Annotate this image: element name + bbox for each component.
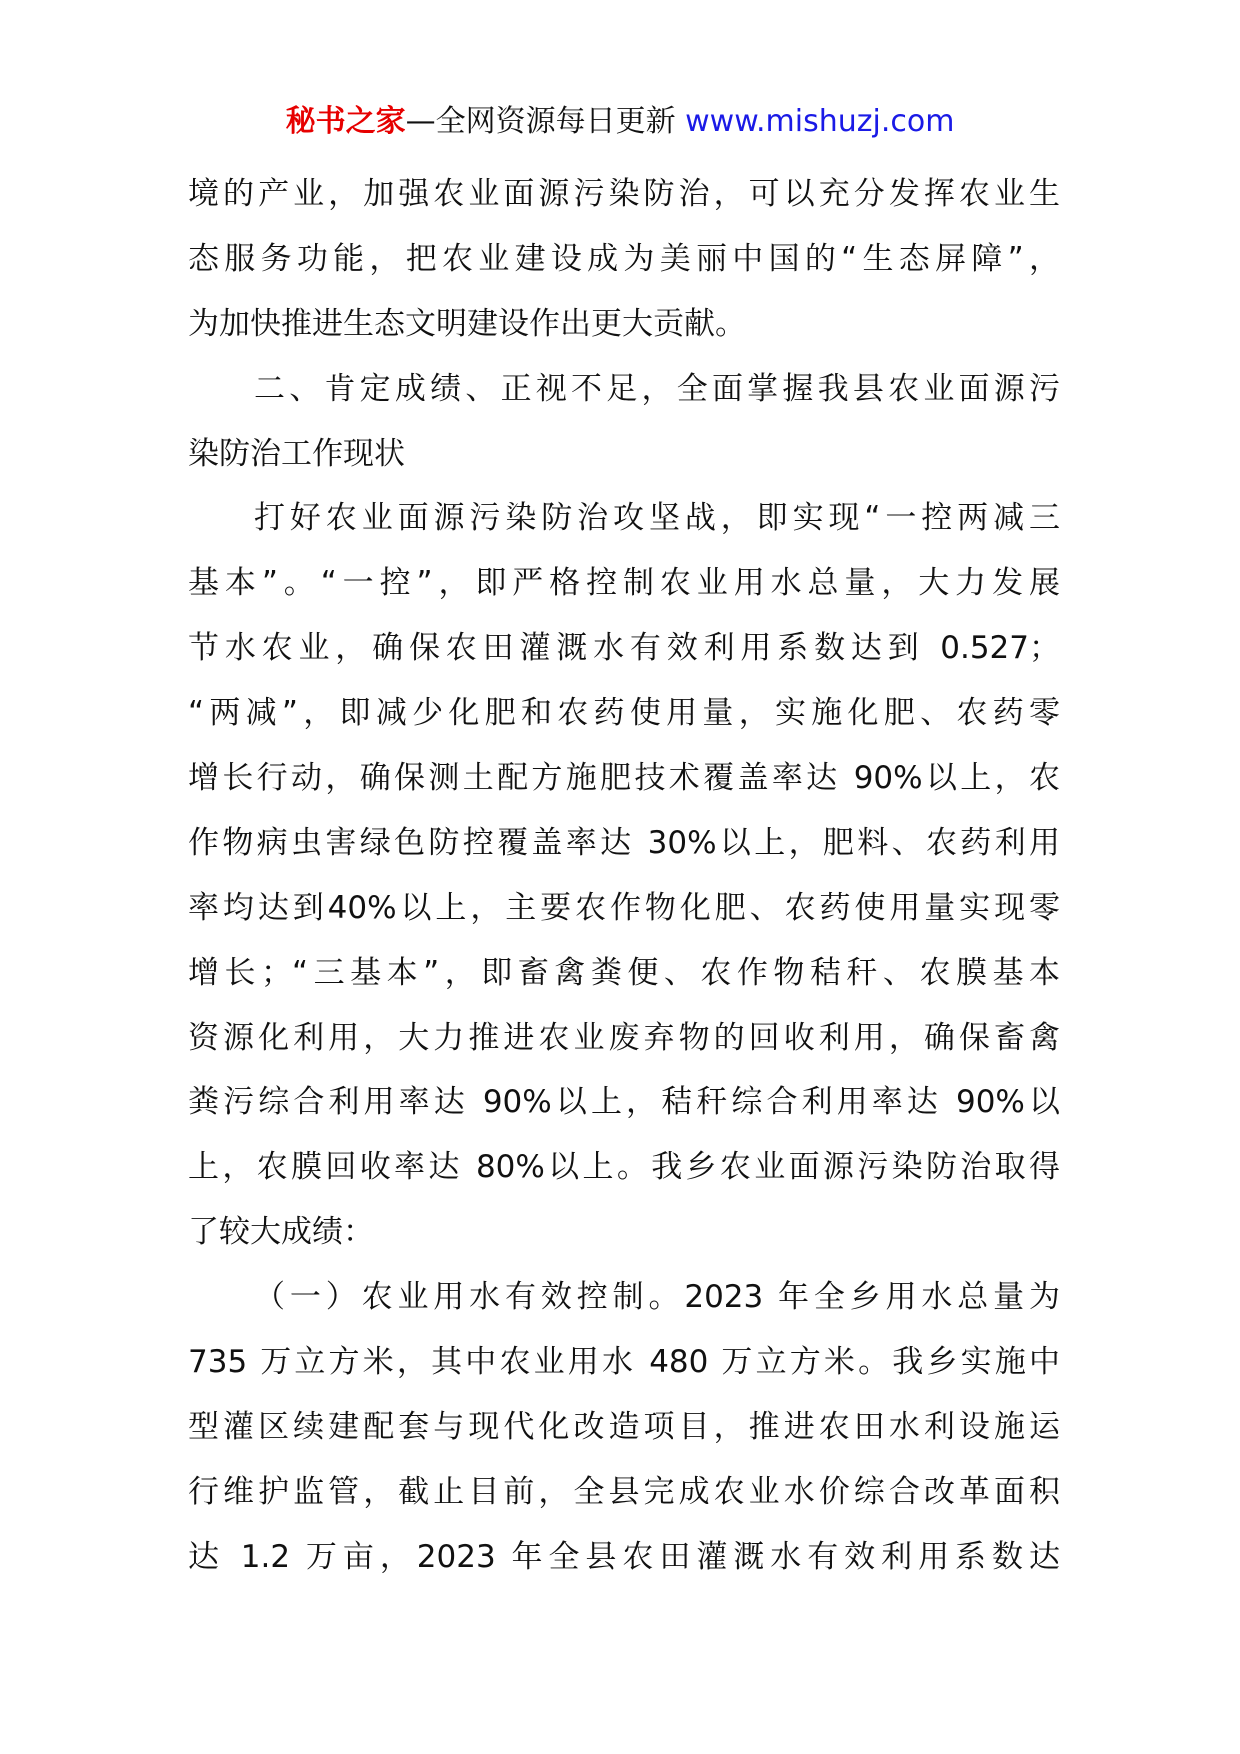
text-line: 为加快推进生态文明建设作出更大贡献。	[188, 305, 746, 342]
text-line: 达 1.2 万亩，2023 年全县农田灌溉水有效利用系数达	[188, 1538, 1060, 1575]
text-line: 行维护监管，截止目前，全县完成农业水价综合改革面积	[188, 1473, 1060, 1510]
site-url-link[interactable]: www.mishuzj.com	[685, 104, 955, 139]
text-line: 增长行动，确保测土配方施肥技术覆盖率达 90%以上，农	[188, 760, 1060, 797]
text-line: 态服务功能，把农业建设成为美丽中国的“生态屏障”，	[188, 240, 1060, 277]
site-brand: 秘书之家	[285, 104, 406, 139]
text-line: 型灌区续建配套与现代化改造项目，推进农田水利设施运	[188, 1408, 1060, 1445]
text-line: 率均达到40%以上，主要农作物化肥、农药使用量实现零	[188, 889, 1060, 926]
section-heading-line: 二、肯定成绩、正视不足，全面掌握我县农业面源污	[254, 370, 1060, 407]
text-line: 作物病虫害绿色防控覆盖率达 30%以上，肥料、农药利用	[188, 824, 1060, 861]
text-line: 上，农膜回收率达 80%以上。我乡农业面源污染防治取得	[188, 1149, 1060, 1186]
text-line: 境的产业，加强农业面源污染防治，可以充分发挥农业生	[188, 176, 1060, 212]
text-line: 了较大成绩：	[188, 1214, 374, 1251]
site-header	[0, 102, 1240, 142]
section-heading-line: 染防治工作现状	[188, 435, 405, 472]
subsection-heading-line: （一）农业用水有效控制。2023 年全乡用水总量为	[254, 1279, 1060, 1316]
text-line: 735 万立方米，其中农业用水 480 万立方米。我乡实施中	[188, 1344, 1060, 1381]
document-body	[188, 162, 1060, 1590]
text-line: 打好农业面源污染防治攻坚战，即实现“一控两减三	[254, 500, 1060, 537]
text-line: 节水农业，确保农田灌溉水有效利用系数达到 0.527；	[188, 630, 1060, 667]
text-line: “两减”，即减少化肥和农药使用量，实施化肥、农药零	[188, 695, 1060, 732]
text-line: 粪污综合利用率达 90%以上，秸秆综合利用率达 90%以	[188, 1084, 1060, 1121]
site-tagline: —全网资源每日更新	[405, 104, 676, 139]
text-line: 资源化利用，大力推进农业废弃物的回收利用，确保畜禽	[188, 1019, 1060, 1056]
text-line: 增长；“三基本”，即畜禽粪便、农作物秸秆、农膜基本	[188, 954, 1060, 991]
text-line: 基本”。“一控”，即严格控制农业用水总量，大力发展	[188, 565, 1060, 602]
